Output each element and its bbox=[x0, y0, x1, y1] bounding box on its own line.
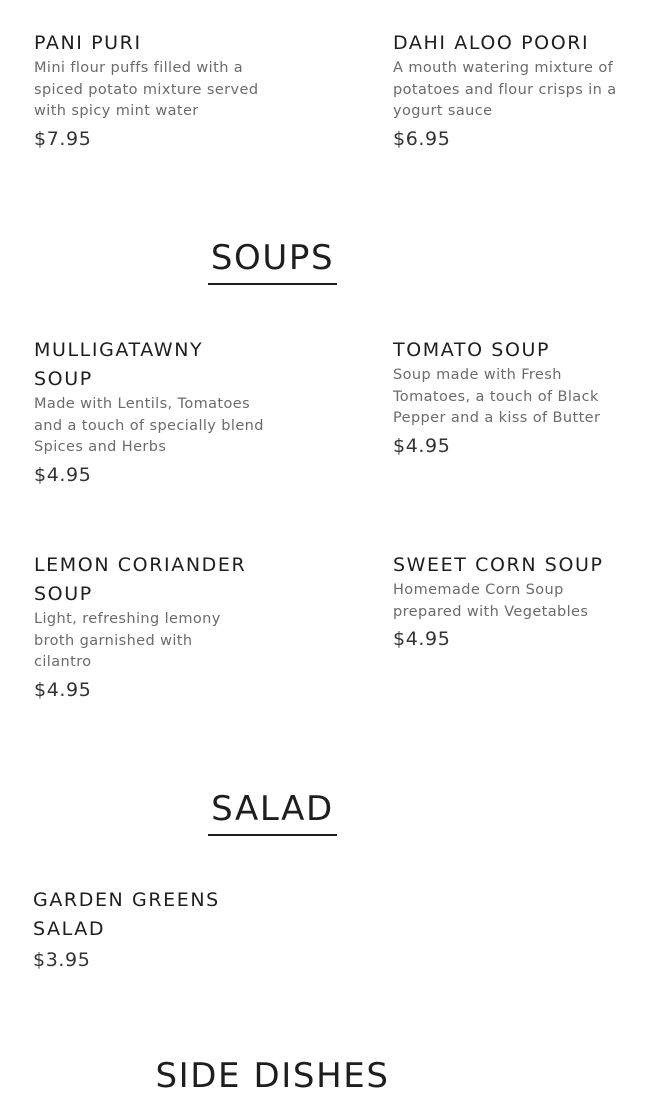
menu-item-name: TOMATO SOUP bbox=[393, 339, 551, 361]
menu-item-name: DAHI ALOO POORI bbox=[393, 32, 590, 54]
menu-item-price: $3.95 bbox=[33, 949, 91, 971]
menu-item-description: Mini flour puffs filled with a spiced potato mixture served with spicy mint water bbox=[34, 60, 259, 119]
section-title-soups bbox=[0, 238, 545, 285]
menu-item-pani-puri bbox=[34, 29, 266, 153]
menu-item-price: $4.95 bbox=[393, 434, 451, 457]
menu-item-price: $4.95 bbox=[34, 678, 92, 701]
menu-item-tomato-soup bbox=[393, 336, 625, 460]
menu-item-name: LEMON CORIANDER SOUP bbox=[34, 554, 247, 605]
section-title-salad bbox=[0, 789, 545, 836]
menu-item-name: SWEET CORN SOUP bbox=[393, 554, 604, 576]
menu-item-name: PANI PURI bbox=[34, 32, 142, 54]
section-title-text: SIDE DISHES bbox=[155, 1056, 390, 1096]
menu-item-dahi-aloo-poori bbox=[393, 29, 625, 153]
menu-item-price: $4.95 bbox=[34, 463, 92, 486]
menu-item-sweet-corn-soup bbox=[393, 551, 625, 653]
menu-item-price: $6.95 bbox=[393, 127, 451, 150]
menu-item-price: $4.95 bbox=[393, 628, 451, 650]
menu-item-price: $7.95 bbox=[34, 127, 92, 150]
menu-item-description: Made with Lentils, Tomatoes and a touch of specially blend Spices and Herbs bbox=[34, 396, 264, 455]
section-title-text: SALAD bbox=[208, 789, 337, 836]
menu-item-mulligatawny-soup bbox=[34, 336, 266, 489]
menu-item-description: Homemade Corn Soup prepared with Vegetables bbox=[393, 582, 589, 620]
menu-item-description: Soup made with Fresh Tomatoes, a touch of Black Pepper and a kiss of Butter bbox=[393, 367, 601, 426]
menu-item-description: Light, refreshing lemony broth garnished with cilantro bbox=[34, 611, 221, 670]
section-title-side-dishes bbox=[0, 1056, 545, 1101]
menu-item-description: A mouth watering mixture of potatoes and flour crisps in a yogurt sauce bbox=[393, 60, 617, 119]
menu-item-lemon-coriander-soup bbox=[34, 551, 266, 704]
menu-item-name: MULLIGATAWNY SOUP bbox=[34, 339, 204, 390]
section-title-text: SOUPS bbox=[208, 238, 337, 285]
menu-item-name: GARDEN GREENS SALAD bbox=[33, 889, 220, 940]
menu-item-garden-greens-salad bbox=[33, 886, 233, 974]
